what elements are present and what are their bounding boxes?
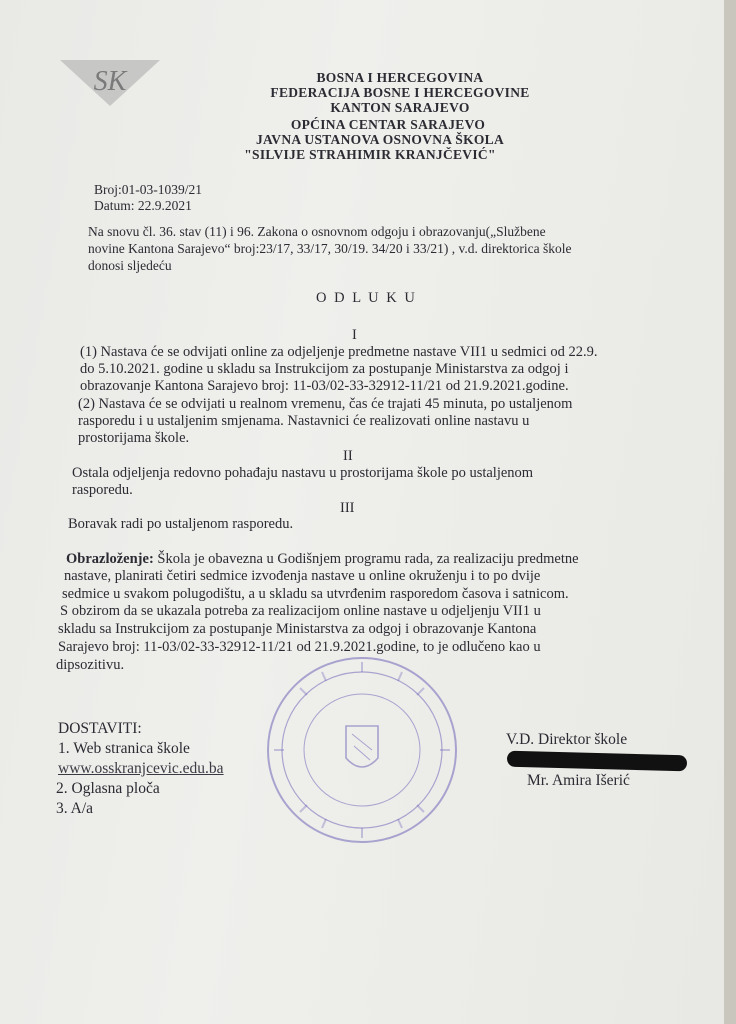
rationale-line: dipsozitivu.	[56, 657, 125, 673]
section-text-line: do 5.10.2021. godine u skladu sa Instrukcijom za postupanje Ministarstva za odgoj i	[80, 361, 569, 377]
header-line-federation: FEDERACIJA BOSNE I HERCEGOVINE	[270, 85, 530, 100]
header-line-institution: JAVNA USTANOVA OSNOVNA ŠKOLA	[255, 132, 505, 147]
section-text-line: (2) Nastava će se odvijati u realnom vremenu, čas će trajati 45 minuta, po ustaljenom	[78, 396, 573, 412]
rationale-line: nastave, planirati četiri sedmice izvođenja nastave u online okruženju i to po dvije	[64, 568, 541, 584]
school-website-link[interactable]: www.osskranjcevic.edu.ba	[58, 760, 224, 777]
rationale-line: S obzirom da se ukazala potreba za realizacijom online nastave u odjeljenju VII1 u	[60, 603, 541, 619]
delivery-item: 3. A/a	[56, 800, 94, 817]
section-text-line: prostorijama škole.	[78, 430, 190, 446]
intro-line: novine Kantona Sarajevo“ broj:23/17, 33/17, 30/19. 34/20 i 33/21) , v.d. direktorica škole	[88, 241, 572, 256]
delivery-label: DOSTAVITI:	[58, 720, 142, 737]
intro-line: Na snovu čl. 36. stav (11) i 96. Zakona o osnovnom odgoju i obrazovanju(„Službene	[88, 224, 546, 239]
section-text-line: rasporedu i u ustaljenim smjenama. Nastavnici će realizovati online nastavu u	[78, 413, 530, 429]
official-stamp	[262, 650, 462, 850]
section-text-line: rasporedu.	[72, 482, 133, 498]
delivery-item: 1. Web stranica škole	[58, 740, 190, 757]
school-logo	[60, 56, 160, 110]
logo-text: SK	[93, 66, 127, 97]
rationale-line: Sarajevo broj: 11-03/02-33-32912-11/21 od 21.9.2021.godine, to je odlučeno kao u	[58, 639, 541, 655]
section-text-line: Ostala odjeljenja redovno pohađaju nastavu u prostorijama škole po ustaljenom	[72, 465, 534, 481]
section-text-line: obrazovanje Kantona Sarajevo broj: 11-03/02-33-32912-11/21 od 21.9.2021.godine.	[80, 378, 569, 394]
section-numeral: I	[352, 327, 357, 343]
signatory-name: Mr. Amira Išerić	[527, 772, 630, 789]
intro-line: donosi sljedeću	[88, 258, 172, 273]
decision-title: O D L U K U	[316, 290, 417, 306]
header-line-country: BOSNA I HERCEGOVINA	[316, 70, 484, 85]
document-date: Datum: 22.9.2021	[94, 198, 192, 213]
rationale-line: skladu sa Instrukcijom za postupanje Ministarstva za odgoj i obrazovanje Kantona	[58, 621, 537, 637]
document-number: Broj:01-03-1039/21	[94, 182, 202, 197]
rationale-label: Obrazloženje:	[66, 551, 154, 567]
rationale-text: Škola je obavezna u Godišnjem programu rada, za realizaciju predmetne	[153, 551, 579, 567]
section-text-line: (1) Nastava će se odvijati online za odjeljenje predmetne nastave VII1 u sedmici od 22.9.	[80, 344, 598, 360]
rationale-line	[66, 551, 579, 568]
signatory-title: V.D. Direktor škole	[506, 731, 628, 748]
section-text-line: Boravak radi po ustaljenom rasporedu.	[68, 516, 294, 532]
section-numeral: II	[343, 448, 353, 464]
header-line-canton: KANTON SARAJEVO	[330, 100, 470, 115]
delivery-item: 2. Oglasna ploča	[56, 780, 160, 797]
page-edge	[724, 0, 736, 1024]
header-line-school-name: "SILVIJE STRAHIMIR KRANJČEVIĆ"	[244, 147, 496, 162]
rationale-line: sedmice u svakom polugodištu, a u skladu sa utvrđenim rasporedom časova i satnicom.	[62, 586, 569, 602]
redacted-signature	[507, 751, 687, 772]
header-line-municipality: OPĆINA CENTAR SARAJEVO	[290, 117, 486, 132]
section-numeral: III	[340, 500, 355, 516]
